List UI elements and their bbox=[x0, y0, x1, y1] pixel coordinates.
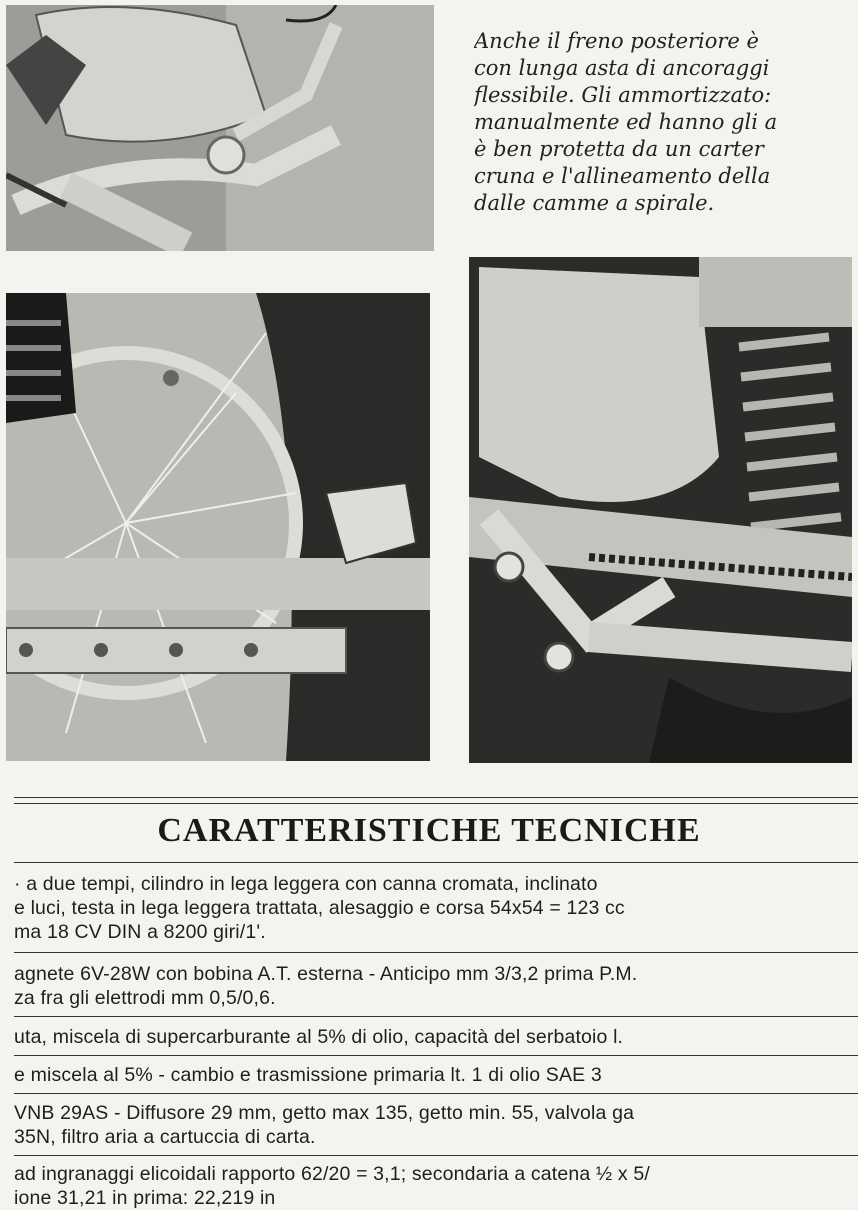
caption-line: con lunga asta di ancoraggi bbox=[474, 56, 770, 80]
divider-top bbox=[14, 797, 858, 798]
section-title: CARATTERISTICHE TECNICHE bbox=[157, 812, 701, 849]
photo-chain-and-shock bbox=[469, 257, 852, 763]
photo-caption bbox=[474, 28, 858, 217]
spec-line: ad ingranaggi elicoidali rapporto 62/20 = 3,1; secondaria a catena ½ x 5/ bbox=[14, 1163, 650, 1185]
spec-line: ione 31,21 in prima: 22,219 in bbox=[14, 1187, 276, 1209]
spec-lubrication bbox=[14, 1063, 858, 1087]
caption-line: cruna e l'allineamento della bbox=[474, 164, 771, 188]
spec-line: 35N, filtro aria a cartuccia di carta. bbox=[14, 1126, 316, 1148]
spec-line: uta, miscela di supercarburante al 5% di olio, capacità del serbatoio l. bbox=[14, 1026, 624, 1048]
divider-below-title bbox=[14, 862, 858, 863]
divider-top-double bbox=[14, 803, 858, 804]
divider bbox=[14, 1093, 858, 1094]
spec-line: VNB 29AS - Diffusore 29 mm, getto max 135, getto min. 55, valvola ga bbox=[14, 1102, 635, 1124]
caption-line: Anche il freno posteriore è bbox=[474, 29, 759, 53]
spec-carburetor bbox=[14, 1101, 858, 1149]
caption-line: dalle camme a spirale. bbox=[474, 191, 715, 215]
divider bbox=[14, 952, 858, 953]
caption-line: manualmente ed hanno gli a bbox=[474, 110, 778, 134]
spec-ignition bbox=[14, 962, 858, 1010]
caption-line: flessibile. Gli ammortizzato: bbox=[474, 83, 772, 107]
photo-rear-wheel bbox=[6, 293, 430, 761]
spec-engine bbox=[14, 872, 858, 944]
divider bbox=[14, 1155, 858, 1156]
spec-line: za fra gli elettrodi mm 0,5/0,6. bbox=[14, 987, 276, 1009]
caption-line: è ben protetta da un carter bbox=[474, 137, 764, 161]
spec-line: ma 18 CV DIN a 8200 giri/1'. bbox=[14, 921, 266, 943]
spec-transmission bbox=[14, 1162, 858, 1210]
spec-line: e miscela al 5% - cambio e trasmissione primaria lt. 1 di olio SAE 3 bbox=[14, 1064, 602, 1086]
spec-line: · a due tempi, cilindro in lega leggera con canna cromata, inclinato bbox=[14, 873, 598, 895]
spec-line: e luci, testa in lega leggera trattata, alesaggio e corsa 54x54 = 123 cc bbox=[14, 897, 625, 919]
spec-fuel bbox=[14, 1025, 858, 1049]
divider bbox=[14, 1055, 858, 1056]
spec-line: agnete 6V-28W con bobina A.T. esterna - Anticipo mm 3/3,2 prima P.M. bbox=[14, 963, 638, 985]
divider bbox=[14, 1016, 858, 1017]
photo-brake-detail bbox=[6, 5, 434, 251]
